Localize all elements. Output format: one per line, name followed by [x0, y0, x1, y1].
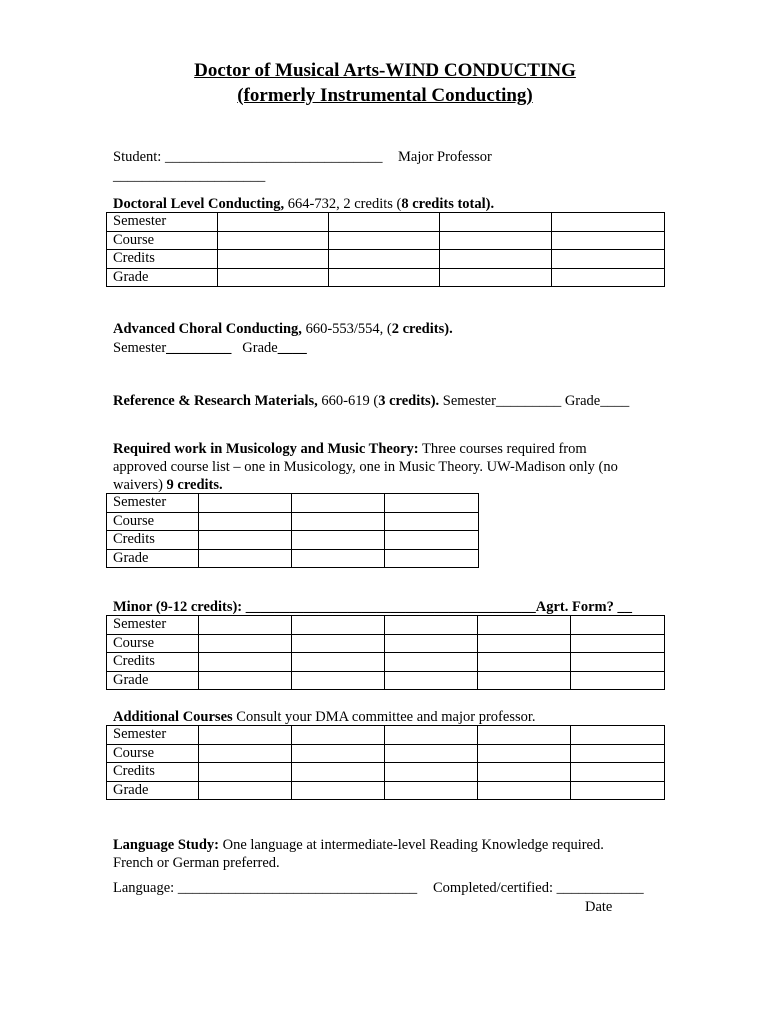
row-label-semester: Semester: [107, 726, 199, 745]
table-cell[interactable]: [552, 250, 665, 269]
table-cell[interactable]: [552, 213, 665, 232]
table-row: [107, 268, 665, 287]
additional-detail: Consult your DMA committee and major professor.: [232, 709, 536, 725]
musicology-line3-text: waivers): [113, 477, 167, 493]
choral-grade-blank[interactable]: ____: [277, 340, 307, 356]
table-cell[interactable]: [218, 250, 329, 269]
doctoral-table: [106, 212, 665, 287]
table-cell[interactable]: [571, 671, 665, 690]
table-cell[interactable]: [292, 512, 385, 531]
table-cell[interactable]: [478, 744, 571, 763]
table-cell[interactable]: [218, 231, 329, 250]
major-professor-blank: _____________________: [113, 168, 266, 184]
row-label-course: Course: [107, 231, 218, 250]
table-cell[interactable]: [292, 726, 385, 745]
table-cell[interactable]: [385, 653, 478, 672]
table-cell[interactable]: [199, 634, 292, 653]
table-row: [107, 616, 665, 635]
table-cell[interactable]: [440, 250, 552, 269]
table-row: [107, 512, 479, 531]
table-cell[interactable]: [571, 744, 665, 763]
choral-credits: 2 credits).: [391, 321, 453, 337]
table-cell[interactable]: [385, 616, 478, 635]
minor-table: [106, 615, 665, 690]
table-row: [107, 494, 479, 513]
table-cell[interactable]: [385, 671, 478, 690]
date-label: Date: [585, 899, 613, 915]
page-subtitle: (formerly Instrumental Conducting): [237, 85, 533, 106]
table-cell[interactable]: [218, 213, 329, 232]
table-cell[interactable]: [292, 781, 385, 800]
table-cell[interactable]: [571, 763, 665, 782]
table-cell[interactable]: [552, 268, 665, 287]
musicology-credits: 9 credits.: [166, 477, 223, 493]
language-heading-bold: Language Study:: [113, 837, 219, 853]
table-cell[interactable]: [199, 616, 292, 635]
table-cell[interactable]: [199, 531, 292, 550]
table-row: [107, 671, 665, 690]
row-label-course: Course: [107, 512, 199, 531]
musicology-heading-bold: Required work in Musicology and Music Theory:: [113, 441, 419, 457]
table-cell[interactable]: [385, 763, 478, 782]
row-label-semester: Semester: [107, 213, 218, 232]
musicology-line2: approved course list – one in Musicology, one in Music Theory. UW-Madison only (no: [113, 459, 618, 475]
row-label-credits: Credits: [107, 250, 218, 269]
language-line1: One language at intermediate-level Reading Knowledge required.: [218, 837, 604, 853]
table-cell[interactable]: [552, 231, 665, 250]
additional-table: [106, 725, 665, 800]
table-cell[interactable]: [292, 653, 385, 672]
table-cell[interactable]: [199, 671, 292, 690]
table-cell[interactable]: [329, 231, 440, 250]
table-cell[interactable]: [292, 763, 385, 782]
choral-grade-label: Grade: [242, 340, 278, 356]
doctoral-total: 8 credits total).: [401, 196, 495, 212]
table-cell[interactable]: [385, 531, 479, 550]
table-cell[interactable]: [218, 268, 329, 287]
table-row: [107, 231, 665, 250]
reference-detail: 660-619 (: [317, 393, 379, 409]
table-row: [107, 213, 665, 232]
table-cell[interactable]: [478, 726, 571, 745]
table-cell[interactable]: [199, 512, 292, 531]
table-row: [107, 744, 665, 763]
choral-semester-blank[interactable]: _________: [166, 340, 232, 356]
row-label-semester: Semester: [107, 494, 199, 513]
minor-heading: Minor (9-12 credits): ________________________________________Agrt. Form? __: [113, 599, 632, 615]
table-cell[interactable]: [478, 671, 571, 690]
choral-semester-label: Semester: [113, 340, 167, 356]
doctoral-detail: 664-732, 2 credits (: [284, 196, 402, 212]
table-row: [107, 634, 665, 653]
row-label-grade: Grade: [107, 671, 199, 690]
table-cell[interactable]: [199, 726, 292, 745]
choral-heading-bold: Advanced Choral Conducting,: [113, 321, 302, 337]
table-row: [107, 531, 479, 550]
table-row: [107, 549, 479, 568]
row-label-credits: Credits: [107, 531, 199, 550]
table-cell[interactable]: [440, 213, 552, 232]
table-row: [107, 726, 665, 745]
table-cell[interactable]: [329, 268, 440, 287]
row-label-course: Course: [107, 744, 199, 763]
table-cell[interactable]: [571, 726, 665, 745]
language-field[interactable]: Language: _________________________________: [113, 880, 418, 896]
table-cell[interactable]: [199, 549, 292, 568]
table-cell[interactable]: [329, 213, 440, 232]
reference-line: [113, 392, 629, 410]
reference-heading: Reference & Research Materials,: [113, 393, 318, 409]
table-cell[interactable]: [385, 494, 479, 513]
musicology-heading: [113, 440, 587, 458]
musicology-table: [106, 493, 479, 568]
language-heading: [113, 836, 604, 854]
table-cell[interactable]: [571, 653, 665, 672]
table-row: [107, 763, 665, 782]
table-cell[interactable]: [385, 744, 478, 763]
table-cell[interactable]: [571, 634, 665, 653]
table-cell[interactable]: [478, 616, 571, 635]
table-cell[interactable]: [385, 634, 478, 653]
table-cell[interactable]: [199, 653, 292, 672]
table-cell[interactable]: [292, 744, 385, 763]
table-cell[interactable]: [385, 549, 479, 568]
reference-credits: 3 credits).: [378, 393, 440, 409]
table-cell[interactable]: [440, 231, 552, 250]
table-row: [107, 653, 665, 672]
musicology-line1: Three courses required from: [418, 441, 587, 457]
table-cell[interactable]: [385, 781, 478, 800]
language-line2: French or German preferred.: [113, 855, 280, 871]
table-cell[interactable]: [478, 781, 571, 800]
table-cell[interactable]: [478, 653, 571, 672]
musicology-line3: [113, 476, 223, 494]
major-professor-label: Major Professor: [398, 149, 492, 165]
table-cell[interactable]: [292, 494, 385, 513]
row-label-credits: Credits: [107, 763, 199, 782]
choral-detail: 660-553/554, (: [301, 321, 392, 337]
table-cell[interactable]: [199, 763, 292, 782]
table-cell[interactable]: [329, 250, 440, 269]
table-row: [107, 781, 665, 800]
row-label-grade: Grade: [107, 781, 199, 800]
doctoral-heading: [113, 195, 494, 213]
table-row: [107, 250, 665, 269]
table-cell[interactable]: [199, 781, 292, 800]
table-cell[interactable]: [385, 726, 478, 745]
page-title: Doctor of Musical Arts-WIND CONDUCTING: [194, 60, 576, 81]
table-cell[interactable]: [199, 744, 292, 763]
table-cell[interactable]: [385, 512, 479, 531]
row-label-credits: Credits: [107, 653, 199, 672]
additional-heading-bold: Additional Courses: [113, 709, 233, 725]
row-label-course: Course: [107, 634, 199, 653]
table-cell[interactable]: [440, 268, 552, 287]
table-cell[interactable]: [199, 494, 292, 513]
choral-heading: [113, 320, 453, 338]
table-cell[interactable]: [292, 634, 385, 653]
row-label-semester: Semester: [107, 616, 199, 635]
table-cell[interactable]: [292, 616, 385, 635]
row-label-grade: Grade: [107, 549, 199, 568]
table-cell[interactable]: [292, 549, 385, 568]
table-cell[interactable]: [571, 616, 665, 635]
row-label-grade: Grade: [107, 268, 218, 287]
completed-certified-field[interactable]: Completed/certified: ____________: [433, 880, 644, 896]
table-cell[interactable]: [292, 671, 385, 690]
reference-tail: Semester_________ Grade____: [439, 393, 630, 409]
table-cell[interactable]: [478, 763, 571, 782]
table-cell[interactable]: [292, 531, 385, 550]
table-cell[interactable]: [478, 634, 571, 653]
doctoral-heading-bold: Doctoral Level Conducting,: [113, 196, 285, 212]
student-label: Student: ______________________________: [113, 149, 383, 165]
choral-semester-grade: [113, 339, 307, 357]
additional-heading: [113, 708, 536, 726]
table-cell[interactable]: [571, 781, 665, 800]
